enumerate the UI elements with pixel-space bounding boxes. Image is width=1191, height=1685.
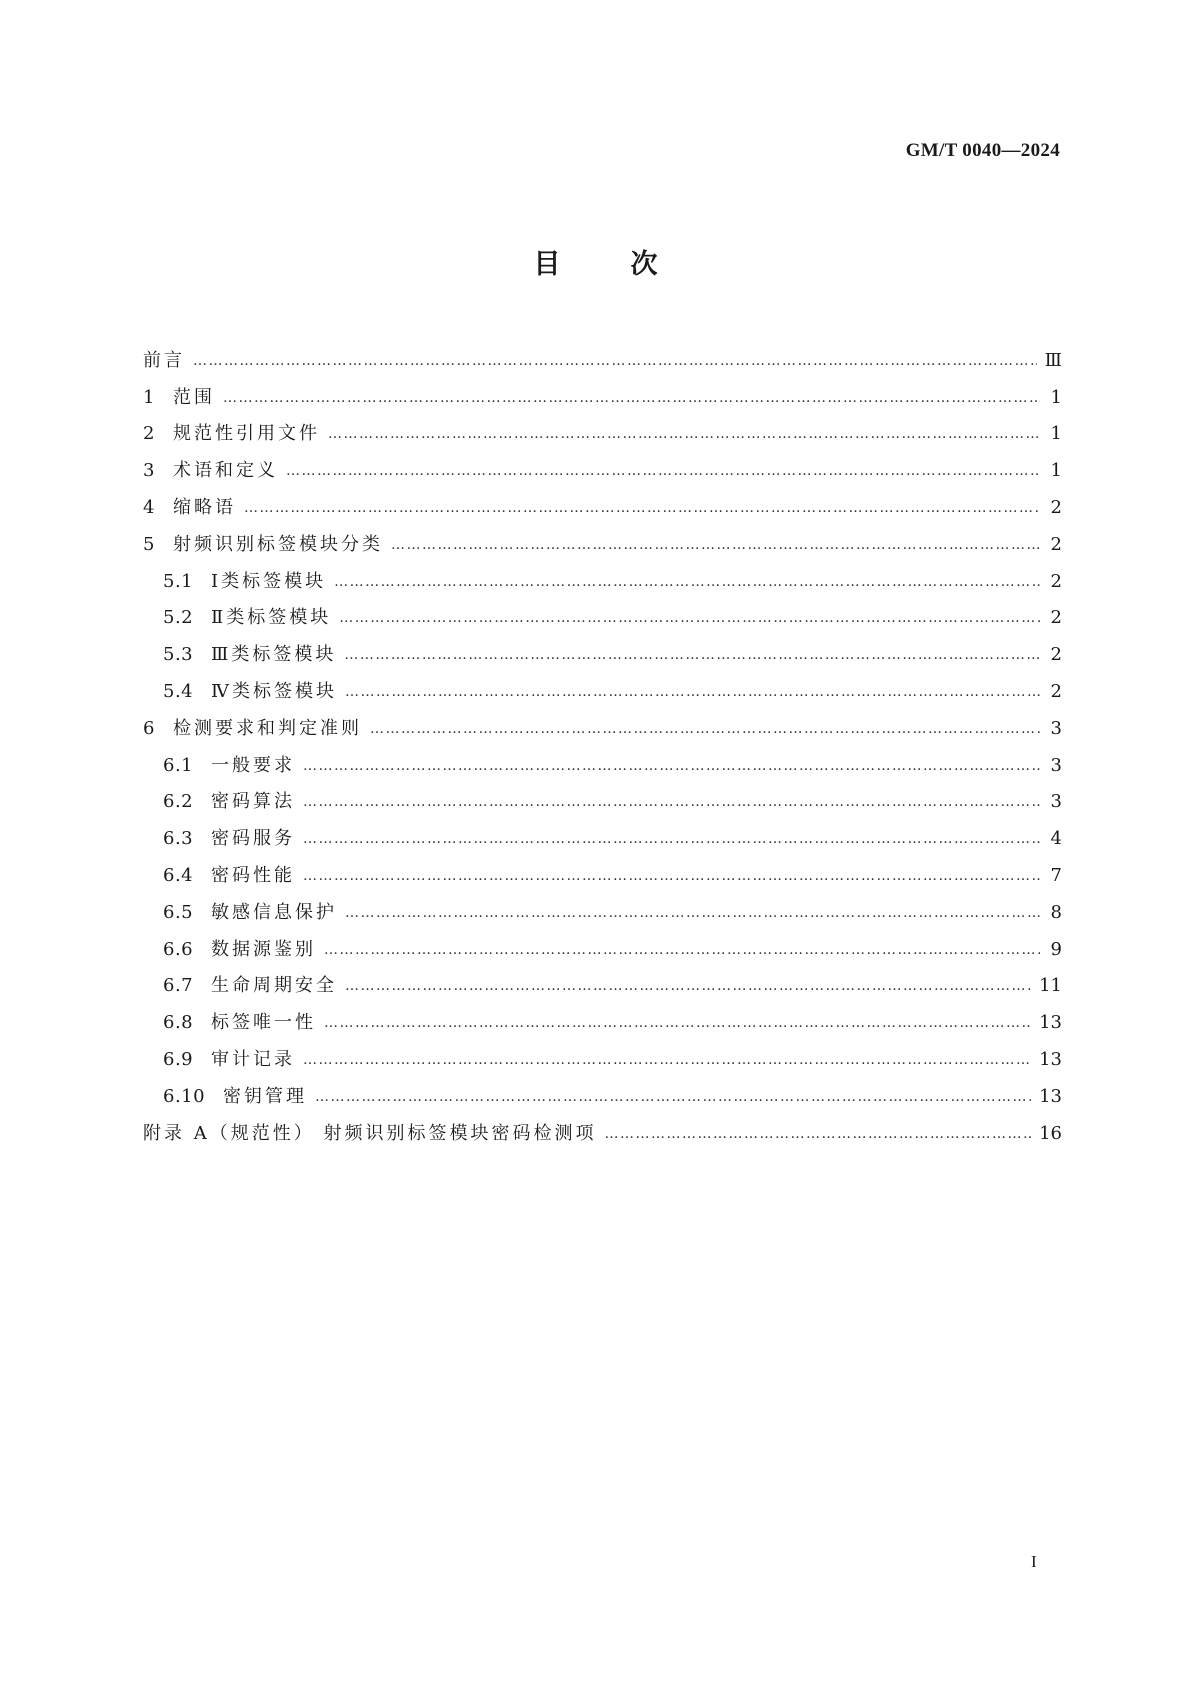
toc-entry-1[interactable] — [143, 372, 1062, 409]
toc-entry-number: 2 — [143, 423, 155, 445]
toc-entry-6[interactable] — [143, 703, 1062, 740]
toc-title — [0, 242, 1191, 281]
toc-title-char-1: 目 — [533, 249, 561, 280]
toc-entry-number: 6.7 — [163, 975, 194, 997]
toc-entry-number: 6.3 — [163, 828, 194, 850]
toc-entry-number: 5.4 — [163, 680, 194, 702]
toc-entry-6-5[interactable] — [143, 887, 1062, 924]
toc-entry-label: 密码服务 — [211, 828, 295, 850]
toc-entry-number: 6.2 — [163, 791, 194, 813]
toc-entry-label: 标签唯一性 — [211, 1012, 316, 1034]
toc-entry-number: 5.1 — [163, 570, 194, 592]
toc-dot-leader — [370, 718, 1040, 740]
toc-dot-leader — [334, 571, 1040, 593]
toc-entry-4[interactable] — [143, 482, 1062, 519]
toc-entry-number: 6.10 — [163, 1085, 206, 1107]
toc-dot-leader — [345, 902, 1040, 924]
toc-dot-leader — [324, 939, 1040, 961]
toc-entry-number: 6.5 — [163, 901, 194, 923]
toc-entry-label: Ⅱ类标签模块 — [211, 607, 332, 629]
toc-entry-page: 7 — [1050, 864, 1062, 886]
toc-entry-page: 2 — [1050, 607, 1062, 629]
toc-entry-label: 附录 A（规范性） 射频识别标签模块密码检测项 — [143, 1122, 597, 1144]
toc-entry-page: 3 — [1050, 754, 1062, 776]
toc-entry-2[interactable] — [143, 409, 1062, 446]
toc-entry-label: 一般要求 — [211, 754, 295, 776]
toc-entry-5[interactable] — [143, 519, 1062, 556]
toc-dot-leader — [345, 681, 1040, 703]
toc-entry-number: 3 — [143, 460, 155, 482]
toc-entry-label: 数据源鉴别 — [211, 938, 316, 960]
toc-dot-leader — [324, 1012, 1031, 1034]
toc-entry-number: 6.1 — [163, 754, 194, 776]
toc-entry-label: 密钥管理 — [223, 1085, 307, 1107]
toc-entry-page: 2 — [1050, 533, 1062, 555]
toc-title-char-2: 次 — [630, 249, 658, 280]
toc-dot-leader — [303, 755, 1040, 777]
toc-entry-label: 审计记录 — [211, 1048, 295, 1070]
toc-entry-page: 16 — [1039, 1122, 1062, 1144]
toc-dot-leader — [303, 865, 1040, 887]
toc-entry-page: 2 — [1050, 680, 1062, 702]
toc-entry-number: 4 — [143, 496, 155, 518]
toc-entry-6-1[interactable] — [143, 740, 1062, 777]
toc-entry-number: 6.4 — [163, 864, 194, 886]
toc-entry-6-4[interactable] — [143, 850, 1062, 887]
toc-dot-leader — [339, 607, 1040, 629]
toc-entry-page: 1 — [1050, 386, 1062, 408]
toc-entry-number: 6 — [143, 717, 155, 739]
page-number: I — [1031, 1552, 1037, 1571]
toc-entry-page: 2 — [1050, 496, 1062, 518]
toc-entry-page: 2 — [1050, 644, 1062, 666]
toc-entry-number: 6.8 — [163, 1012, 194, 1034]
toc-entry-label: 前言 — [143, 349, 185, 371]
toc-entry-5-2[interactable] — [143, 593, 1062, 630]
toc-entry-page: 11 — [1039, 975, 1062, 997]
toc-entry-6-9[interactable] — [143, 1034, 1062, 1071]
toc-dot-leader — [315, 1086, 1031, 1108]
document-code: GM/T 0040—2024 — [905, 140, 1060, 161]
toc-entry-label: 检测要求和判定准则 — [173, 717, 362, 739]
toc-entry-label: 缩略语 — [173, 496, 236, 518]
toc-entry-annex-a[interactable] — [143, 1108, 1062, 1145]
toc-entry-5-3[interactable] — [143, 629, 1062, 666]
toc-entry-label: 规范性引用文件 — [173, 423, 320, 445]
toc-entry-number: 6.9 — [163, 1048, 194, 1070]
toc-entry-number: 5.3 — [163, 644, 194, 666]
toc-entry-6-10[interactable] — [143, 1071, 1062, 1108]
toc-entry-6-8[interactable] — [143, 997, 1062, 1034]
toc-entry-3[interactable] — [143, 445, 1062, 482]
toc-entry-label: 术语和定义 — [173, 460, 278, 482]
toc-entry-page: 4 — [1050, 828, 1062, 850]
toc-entry-page: Ⅲ — [1044, 349, 1062, 371]
toc-entry-number: 5.2 — [163, 607, 194, 629]
toc-entry-label: Ⅰ类标签模块 — [211, 570, 327, 592]
toc-dot-leader — [223, 387, 1040, 409]
toc-entry-page: 1 — [1050, 460, 1062, 482]
toc-entry-page: 3 — [1050, 791, 1062, 813]
toc-entry-6-7[interactable] — [143, 961, 1062, 998]
toc-dot-leader — [193, 350, 1037, 372]
toc-entry-label: Ⅲ类标签模块 — [211, 644, 337, 666]
toc-entry-page: 13 — [1039, 1048, 1062, 1070]
toc-entry-label: 范围 — [173, 386, 215, 408]
table-of-contents — [143, 335, 1062, 1145]
toc-entry-page: 2 — [1050, 570, 1062, 592]
toc-entry-label: 密码算法 — [211, 791, 295, 813]
toc-entry-5-1[interactable] — [143, 556, 1062, 593]
toc-entry-label: 生命周期安全 — [211, 975, 337, 997]
toc-entry-number: 6.6 — [163, 938, 194, 960]
toc-entry-6-3[interactable] — [143, 813, 1062, 850]
toc-dot-leader — [303, 1049, 1031, 1071]
toc-entry-6-2[interactable] — [143, 777, 1062, 814]
toc-entry-page: 1 — [1050, 423, 1062, 445]
toc-entry-label: 密码性能 — [211, 864, 295, 886]
toc-entry-page: 9 — [1050, 938, 1062, 960]
toc-dot-leader — [328, 423, 1040, 445]
toc-dot-leader — [604, 1123, 1031, 1145]
toc-entry-page: 13 — [1039, 1085, 1062, 1107]
toc-entry-label: 射频识别标签模块分类 — [173, 533, 383, 555]
toc-entry-page: 3 — [1050, 717, 1062, 739]
toc-dot-leader — [303, 828, 1040, 850]
toc-entry-page: 8 — [1050, 901, 1062, 923]
toc-entry-label: 敏感信息保护 — [211, 901, 337, 923]
toc-entry-foreword[interactable] — [143, 335, 1062, 372]
toc-entry-page: 13 — [1039, 1012, 1062, 1034]
toc-dot-leader — [391, 534, 1040, 556]
toc-entry-label: Ⅳ类标签模块 — [211, 680, 337, 702]
toc-dot-leader — [344, 644, 1040, 666]
toc-dot-leader — [303, 791, 1040, 813]
toc-dot-leader — [345, 975, 1031, 997]
toc-dot-leader — [286, 460, 1040, 482]
toc-entry-5-4[interactable] — [143, 666, 1062, 703]
toc-dot-leader — [244, 497, 1040, 519]
toc-entry-number: 1 — [143, 386, 155, 408]
toc-entry-6-6[interactable] — [143, 924, 1062, 961]
toc-entry-number: 5 — [143, 533, 155, 555]
